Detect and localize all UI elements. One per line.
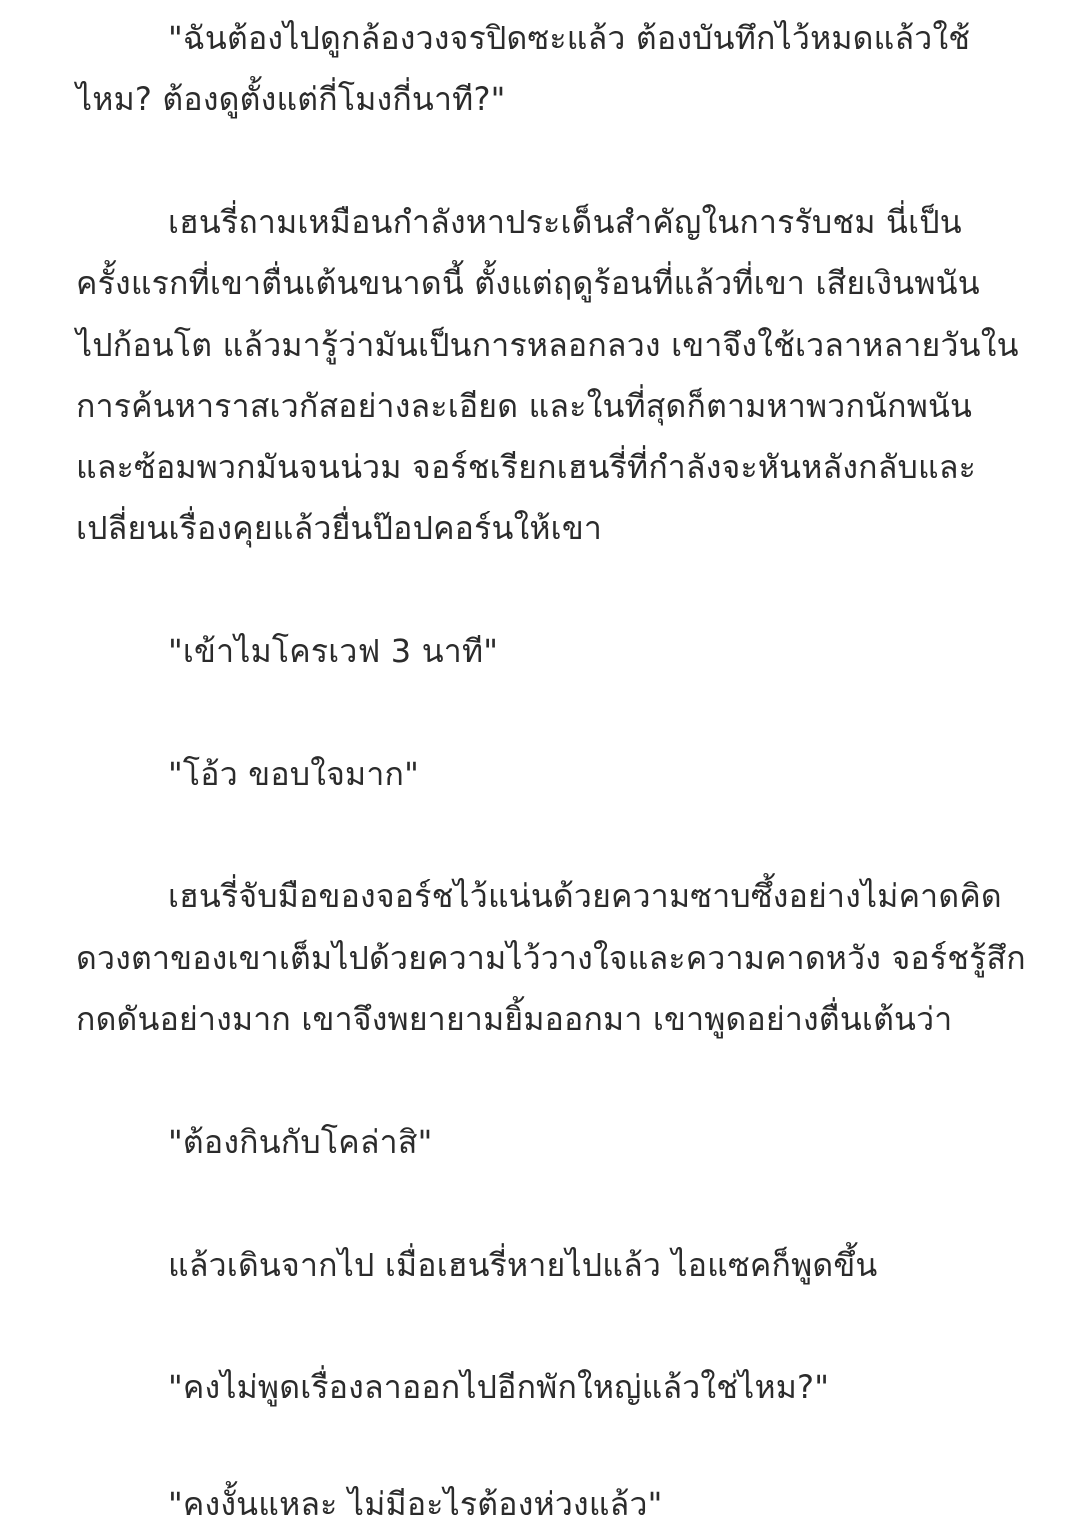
- paragraph-5-line-3: กดดันอย่างมาก เขาจึงพยายามยิ้มออกมา เขาพูดอย่างตื่นเต้นว่า: [76, 1000, 953, 1038]
- paragraph-2-line-6: เปลี่ยนเรื่องคุยแล้วยื่นป๊อปคอร์นให้เขา: [76, 509, 603, 547]
- paragraph-7-line-1: แล้วเดินจากไป เมื่อเฮนรี่หายไปแล้ว ไอแซคก็พูดขึ้น: [168, 1246, 878, 1284]
- paragraph-3-line-1: "เข้าไมโครเวฟ 3 นาที": [168, 632, 499, 670]
- paragraph-9-line-1: "คงงั้นแหละ ไม่มีอะไรต้องห่วงแล้ว": [168, 1485, 663, 1523]
- paragraph-1-line-1: "ฉันต้องไปดูกล้องวงจรปิดซะแล้ว ต้องบันทึกไว้หมดแล้วใช้: [168, 19, 971, 57]
- paragraph-1-line-2: ไหม? ต้องดูตั้งแต่กี่โมงกี่นาที?": [76, 80, 506, 118]
- paragraph-4-line-1: "โอ้ว ขอบใจมาก": [168, 755, 420, 793]
- paragraph-5-line-1: เฮนรี่จับมือของจอร์ชไว้แน่นด้วยความซาบซึ้งอย่างไม่คาดคิด: [168, 877, 1002, 915]
- paragraph-2-line-5: และซ้อมพวกมันจนน่วม จอร์ชเรียกเฮนรี่ที่กำลังจะหันหลังกลับและ: [76, 448, 977, 486]
- paragraph-6-line-1: "ต้องกินกับโคล่าสิ": [168, 1123, 433, 1161]
- paragraph-2-line-4: การค้นหาราสเวกัสอย่างละเอียด และในที่สุดก็ตามหาพวกนักพนัน: [76, 387, 973, 425]
- paragraph-2-line-3: ไปก้อนโต แล้วมารู้ว่ามันเป็นการหลอกลวง เขาจึงใช้เวลาหลายวันใน: [76, 326, 1019, 364]
- paragraph-5-line-2: ดวงตาของเขาเต็มไปด้วยความไว้วางใจและความคาดหวัง จอร์ชรู้สึก: [76, 939, 1026, 977]
- paragraph-8-line-1: "คงไม่พูดเรื่องลาออกไปอีกพักใหญ่แล้วใช่ไหม?": [168, 1368, 830, 1406]
- paragraph-2-line-1: เฮนรี่ถามเหมือนกำลังหาประเด็นสำคัญในการรับชม นี่เป็น: [168, 203, 962, 241]
- paragraph-2-line-2: ครั้งแรกที่เขาตื่นเต้นขนาดนี้ ตั้งแต่ฤดูร้อนที่แล้วที่เขา เสียเงินพนัน: [76, 264, 980, 302]
